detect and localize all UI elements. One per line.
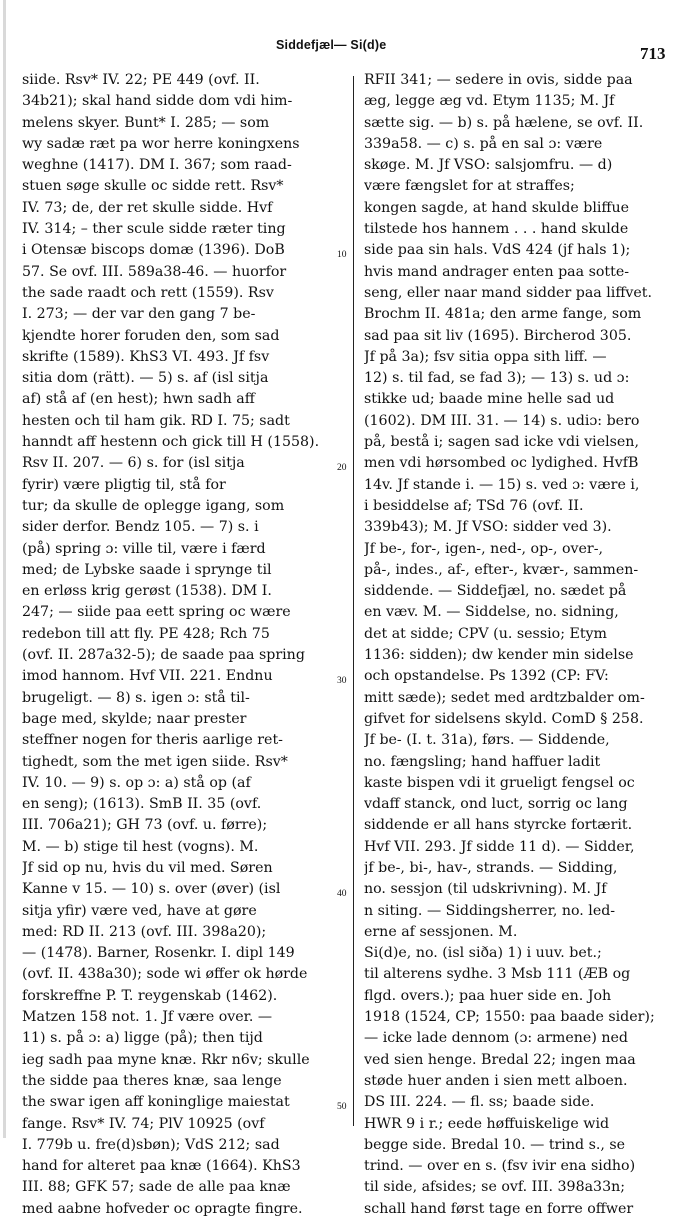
text-line: erne af sessjonen. M.	[364, 923, 518, 940]
text-line: skøge. M. Jf VSO: salsjomfru. — d)	[364, 157, 613, 174]
text-line: gifvet for sidelsens skyld. ComD § 258.	[364, 710, 644, 727]
text-line: kaste bispen vdi it grueligt fengsel oc	[364, 774, 635, 791]
text-line: trind. — over en s. (fsv ivir ena sidho)	[364, 1158, 636, 1175]
text-line: sitja yfir) være ved, have at gøre	[22, 902, 257, 919]
text-line: melens skyer. Bunt* I. 285; — som	[22, 114, 270, 131]
text-line: RFII 341; — sedere in ovis, sidde paa	[364, 72, 633, 88]
text-line: M. — b) stige til hest (vogns). M.	[22, 838, 259, 855]
text-line: 14v. Jf stande i. — 15) s. ved ɔ: være i,	[364, 476, 640, 493]
text-line: n siting. — Siddingsherrer, no. led-	[364, 902, 616, 919]
text-line: the sade raadt och rett (1559). Rsv	[22, 284, 274, 301]
line-number: 20	[337, 463, 347, 473]
text-line: begge side. Bredal 10. — trind s., se	[364, 1136, 626, 1153]
text-line: IV. 73; de, der ret skulle sidde. Hvf	[22, 199, 273, 216]
text-line: IV. 10. — 9) s. op ɔ: a) stå op (af	[22, 774, 251, 791]
text-line: mitt sæde); sedet med ardtzbalder om-	[364, 689, 645, 706]
scan-edge-shadow	[3, 0, 6, 1138]
text-line: Kanne v 15. — 10) s. over (øver) (isl	[22, 881, 281, 898]
text-line: en væv. M. — Siddelse, no. sidning,	[364, 604, 619, 621]
text-line: — (1478). Barner, Rosenkr. I. dipl 149	[22, 945, 295, 962]
text-line: kjendte horer foruden den, som sad	[22, 327, 280, 344]
text-line: 12) s. til fad, se fad 3); — 13) s. ud ɔ:	[364, 370, 630, 387]
text-line: en erløss krig gerøst (1538). DM I.	[22, 583, 272, 600]
text-line: III. 88; GFK 57; sade de alle paa knæ	[22, 1179, 291, 1196]
text-line: Jf be- (I. t. 31a), førs. — Siddende,	[364, 732, 610, 749]
text-line: være fængslet for at straffes;	[364, 178, 575, 195]
text-line: fange. Rsv* IV. 74; PlV 10925 (ovf	[22, 1115, 265, 1132]
text-line: men vdi hørsombed oc lydighed. HvfB	[364, 455, 639, 472]
text-line: — icke lade dennom (ɔ: armene) ned	[364, 1030, 628, 1047]
text-line: stuen søge skulle oc sidde rett. Rsv*	[22, 178, 284, 195]
text-line: støde huer anden i sien mett alboen.	[364, 1072, 628, 1089]
text-line: 247; — siide paa eett spring oc wære	[22, 604, 291, 621]
text-line: med aabne hofveder oc opragte fingre.	[22, 1200, 303, 1217]
text-line: stikke ud; baade mine helle sad ud	[364, 391, 615, 408]
text-line: tighedt, som the met igen siide. Rsv*	[22, 753, 288, 770]
text-line: siddende er all hans styrcke fortærit.	[364, 817, 633, 834]
right-column	[364, 70, 676, 1220]
text-line: 11) s. på ɔ: a) ligge (på); then tijd	[22, 1030, 263, 1047]
text-line: Jf på 3a); fsv sitia oppa sith liff. —	[364, 348, 607, 365]
text-line: (ovf. II. 287a32-5); de saade paa spring	[22, 647, 305, 664]
text-line: the swar igen aff koninglige maiestat	[22, 1094, 290, 1111]
text-line: Hvf VII. 293. Jf sidde 11 d). — Sidder,	[364, 838, 635, 855]
text-line: hand for alteret paa knæ (1664). KhS3	[22, 1158, 301, 1175]
text-line: weghne (1417). DM I. 367; som raad-	[22, 157, 292, 174]
text-line: 1918 (1524, CP; 1550: paa baade sider);	[364, 1009, 655, 1026]
text-line: på-, indes., af-, efter-, kvær-, sammen-	[364, 561, 639, 578]
text-line: Si(d)e, no. (isl siða) 1) i uuv. bet.;	[364, 945, 602, 962]
text-line: jf be-, bi-, hav-, strands. — Sidding,	[364, 859, 618, 876]
text-line: steffner nogen for theris aarlige ret-	[22, 732, 283, 749]
text-line: ved sien henge. Bredal 22; ingen maa	[364, 1051, 636, 1068]
text-line: HWR 9 i r.; eede høffuiskelige wid	[364, 1115, 610, 1132]
text-line: brugeligt. — 8) s. igen ɔ: stå til-	[22, 689, 250, 706]
text-line: Brochm II. 481a; den arme fange, som	[364, 306, 642, 323]
text-line: redebon till att fly. PE 428; Rch 75	[22, 625, 270, 642]
line-number-margin	[337, 70, 351, 1130]
text-line: 1136: sidden); dw kender min sidelse	[364, 647, 634, 664]
text-line: 339b43); M. Jf VSO: sidder ved 3).	[364, 519, 612, 536]
text-line: tur; da skulle de oplegge igang, som	[22, 497, 285, 514]
text-line: 57. Se ovf. III. 589a38-46. — huorfor	[22, 263, 287, 280]
line-number: 10	[337, 250, 347, 260]
text-line: no. sessjon (til udskrivning). M. Jf	[364, 881, 607, 898]
text-line: sider derfor. Bendz 105. — 7) s. i	[22, 519, 259, 536]
text-line: i Otensæ biscops domæ (1396). DoB	[22, 242, 285, 259]
text-line: seng, eller naar mand sidder paa liffvet.	[364, 284, 653, 301]
text-line: til side, afsides; se ovf. III. 398a33n;	[364, 1179, 626, 1196]
text-line: III. 706a21); GH 73 (ovf. u. førre);	[22, 817, 268, 834]
text-line: bage med, skylde; naar prester	[22, 710, 247, 727]
text-line: til alterens sydhe. 3 Msb 111 (ÆB og	[364, 966, 631, 983]
text-line: the sidde paa theres knæ, saa lenge	[22, 1072, 282, 1089]
text-line: Rsv II. 207. — 6) s. for (isl sitja	[22, 455, 245, 472]
text-line: sætte sig. — b) s. på hælene, se ovf. II.	[364, 114, 644, 131]
text-line: kongen sagde, at hand skulde bliffue	[364, 199, 630, 216]
text-line: och opstandelse. Ps 1392 (CP: FV:	[364, 668, 609, 685]
text-line: æg, legge æg vd. Etym 1135; M. Jf	[364, 93, 615, 110]
text-line: Jf sid op nu, hvis du vil med. Søren	[22, 859, 273, 876]
text-line: schall hand først tage en forre offwer	[364, 1200, 634, 1217]
text-line: imod hannom. Hvf VII. 221. Endnu	[22, 668, 273, 685]
text-line: Matzen 158 not. 1. Jf være over. —	[22, 1009, 273, 1026]
text-line: hvis mand andrager enten paa sotte-	[364, 263, 630, 280]
text-line: Jf be-, for-, igen-, ned-, op-, over-,	[364, 540, 603, 557]
text-line: skrifte (1589). KhS3 VI. 493. Jf fsv	[22, 348, 270, 365]
text-line: I. 779b u. fre(d)sbøn); VdS 212; sad	[22, 1136, 280, 1153]
text-line: vdaff stanck, ond luct, sorrig oc lang	[364, 796, 628, 813]
text-line: DS III. 224. — fl. ss; baade side.	[364, 1094, 595, 1111]
text-line: siddende. — Siddefjæl, no. sædet på	[364, 583, 627, 600]
text-line: 339a58. — c) s. på en sal ɔ: være	[364, 135, 603, 152]
page-number: 713	[640, 44, 666, 63]
line-number: 30	[337, 676, 347, 686]
text-line: (1602). DM III. 31. — 14) s. udiɔ: bero	[364, 412, 640, 429]
text-line: (ovf. II. 438a30); sode wi øffer ok hørde	[22, 966, 308, 983]
text-line: på, bestå i; sagen sad icke vdi vielsen,	[364, 434, 639, 451]
line-number: 40	[337, 889, 347, 899]
text-line: det at sidde; CPV (u. sessio; Etym	[364, 625, 608, 642]
text-line: i besiddelse af; TSd 76 (ovf. II.	[364, 497, 584, 514]
left-column	[22, 70, 340, 1220]
text-line: fyrir) være pligtig til, stå for	[22, 476, 226, 493]
text-line: forskreffne P. T. reygenskab (1462).	[22, 987, 278, 1004]
text-line: en seng); (1613). SmB II. 35 (ovf.	[22, 796, 262, 813]
text-line: no. fængsling; hand haffuer ladit	[364, 753, 601, 770]
text-line: hanndt aff hestenn och gick till H (1558).	[22, 434, 320, 451]
text-line: I. 273; — der var den gang 7 be-	[22, 306, 256, 323]
text-line: wy sadæ ræt pa wor herre koningxens	[22, 135, 300, 152]
text-line: flgd. overs.); paa huer side en. Joh	[364, 987, 612, 1004]
text-line: af) stå af (en hest); hwn sadh aff	[22, 391, 255, 408]
page-header	[0, 0, 689, 64]
text-line: side paa sin hals. VdS 424 (jf hals 1);	[364, 242, 631, 259]
text-line: (på) spring ɔ: ville til, være i færd	[22, 540, 266, 557]
text-line: siide. Rsv* IV. 22; PE 449 (ovf. II.	[22, 72, 260, 88]
text-line: med: RD II. 213 (ovf. III. 398a20);	[22, 923, 267, 940]
text-line: tilstede hos hannem . . . hand skulde	[364, 221, 629, 238]
text-line: med; de Lybske saade i sprynge til	[22, 561, 272, 578]
text-line: IV. 314; – ther scule sidde ræter ting	[22, 221, 286, 238]
text-line: 34b21); skal hand sidde dom vdi him-	[22, 93, 293, 110]
line-number: 50	[337, 1102, 347, 1112]
text-line: sad paa sit liv (1695). Bircherod 305.	[364, 327, 632, 344]
text-line: hesten och til ham gik. RD I. 75; sadt	[22, 412, 290, 429]
column-divider	[353, 76, 354, 1126]
text-line: ieg sadh paa myne knæ. Rkr n6v; skulle	[22, 1051, 310, 1068]
running-head: Siddefjæl— Si(d)e	[276, 38, 387, 52]
text-line: sitia dom (rätt). — 5) s. af (isl sitja	[22, 370, 269, 387]
